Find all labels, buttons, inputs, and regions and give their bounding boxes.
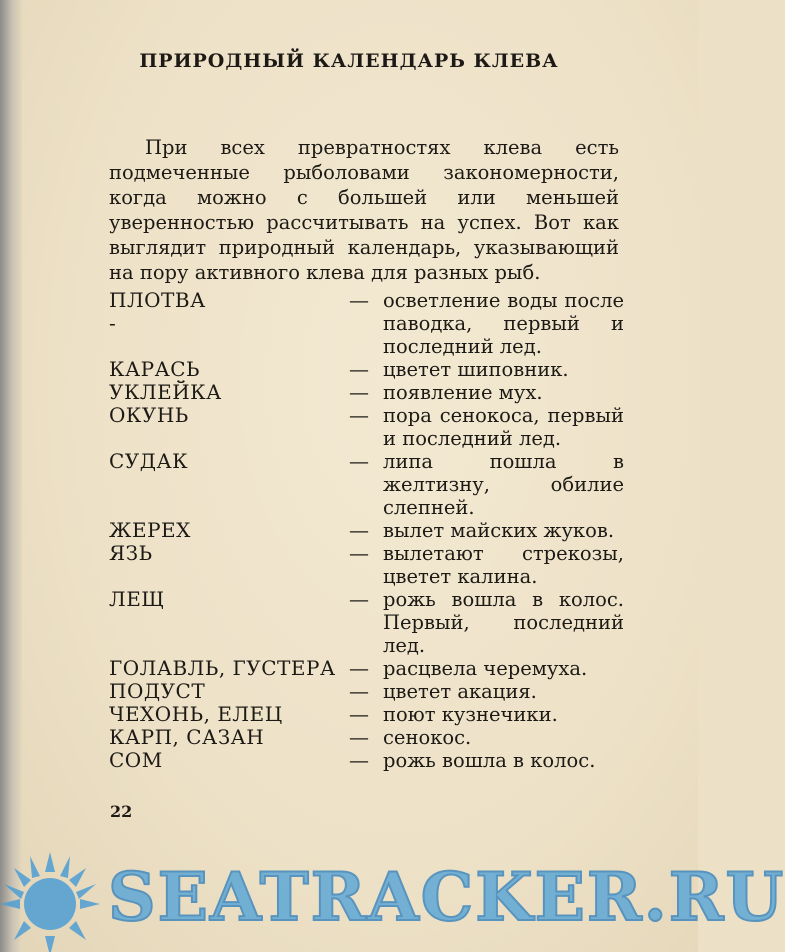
intro-paragraph	[109, 135, 619, 285]
calendar-row	[109, 703, 624, 726]
fish-sign: рожь вошла в колос. Первый, последний лед.	[383, 588, 624, 657]
dash: —	[349, 679, 369, 703]
dash: —	[349, 380, 369, 404]
fish-sign: цветет акация.	[383, 680, 537, 703]
calendar-row	[109, 289, 624, 358]
fish-sign: вылет майских жуков.	[383, 519, 615, 542]
fish-name: ЛЕЩ	[109, 587, 165, 611]
stray-mark: -	[109, 311, 117, 335]
calendar-row	[109, 358, 624, 381]
page-title: ПРИРОДНЫЙ КАЛЕНДАРЬ КЛЕВА	[139, 50, 559, 72]
fish-label: ПЛОТВА	[109, 288, 206, 312]
fish-sign: рожь вошла в колос.	[383, 749, 596, 772]
fish-name: ПОДУСТ	[109, 679, 206, 703]
dash: —	[349, 449, 369, 473]
dash: —	[349, 725, 369, 749]
dash: —	[349, 656, 369, 680]
fish-name: ЯЗЬ	[109, 541, 153, 565]
calendar-row	[109, 404, 624, 450]
fish-sign: появление мух.	[383, 381, 543, 404]
dash: —	[349, 357, 369, 381]
dash: —	[349, 748, 369, 772]
dash: —	[349, 288, 369, 312]
dash: —	[349, 587, 369, 611]
calendar-row	[109, 680, 624, 703]
dash: —	[349, 541, 369, 565]
fish-sign: вылетают стрекозы, цветет калина.	[383, 542, 624, 588]
calendar-table	[109, 289, 624, 772]
fish-name: ГОЛАВЛЬ, ГУСТЕРА	[109, 656, 336, 680]
calendar-row	[109, 588, 624, 657]
dash: —	[349, 702, 369, 726]
fish-name: СУДАК	[109, 449, 189, 473]
dash: —	[349, 518, 369, 542]
calendar-row	[109, 726, 624, 749]
fish-sign: цветет шиповник.	[383, 358, 569, 381]
calendar-row	[109, 381, 624, 404]
fish-name: ОКУНЬ	[109, 403, 189, 427]
fish-sign: расцвела черемуха.	[383, 657, 588, 680]
book-spine-shadow	[0, 0, 22, 952]
fish-name: ЖЕРЕХ	[109, 518, 191, 542]
fish-name: КАРАСЬ	[109, 357, 201, 381]
calendar-row	[109, 542, 624, 588]
fish-sign: поют кузнечики.	[383, 703, 558, 726]
fish-name: КАРП, САЗАН	[109, 725, 265, 749]
fish-sign: липа пошла в желтизну, обилие слепней.	[383, 450, 624, 519]
fish-name: УКЛЕЙКА	[109, 380, 222, 404]
calendar-row	[109, 657, 624, 680]
fish-name: СОМ	[109, 748, 163, 772]
fish-sign: сенокос.	[383, 726, 472, 749]
intro-text: При всех превратностях клева есть подмеченные рыболовами закономерности, когда можно с большей или меньшей уверенностью рассчитывать на успех. Вот как выглядит природный календарь, указывающий на пору активного клева для разных рыб.	[109, 136, 619, 284]
calendar-row	[109, 749, 624, 772]
calendar-row	[109, 450, 624, 519]
fish-sign: пора сенокоса, первый и последний лед.	[383, 404, 624, 450]
calendar-row	[109, 519, 624, 542]
fish-name	[109, 289, 349, 358]
page-number: 22	[110, 802, 133, 821]
watermark-text: SEATRACKER.RU	[108, 858, 785, 936]
fish-sign: осветление воды после паводка, первый и последний лед.	[383, 289, 624, 358]
dash: —	[349, 403, 369, 427]
fish-name: ЧЕХОНЬ, ЕЛЕЦ	[109, 702, 283, 726]
